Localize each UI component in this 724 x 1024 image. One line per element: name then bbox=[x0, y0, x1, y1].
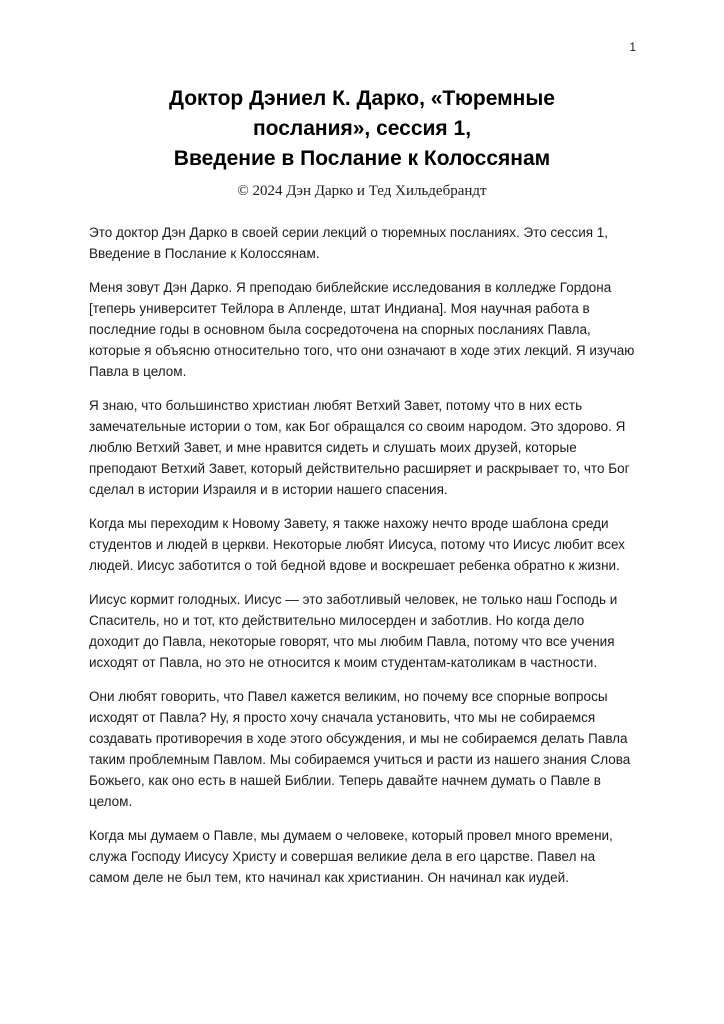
paragraph: Они любят говорить, что Павел кажется великим, но почему все спорные вопросы исходят от Павла? Ну, я просто хочу сначала установить, что мы не собираемся создавать противоречия в ходе этого обсуждения, и мы не собираемся делать Павла таким проблемным Павлом. Мы собираемся учиться и расти из нашего знания Слова Божьего, как оно есть в нашей Библии. Теперь давайте начнем думать о Павле в целом. bbox=[89, 689, 631, 809]
title-line-2: послания», сессия 1, bbox=[252, 117, 472, 140]
paragraph: Когда мы переходим к Новому Завету, я также нахожу нечто вроде шаблона среди студентов и людей в церкви. Некоторые любят Иисуса, потому что Иисус любит всех людей. Иисус заботится о той бедной вдове и воскрешает ребенка обратно к жизни. bbox=[89, 516, 625, 573]
title-line-3: Введение в Послание к Колоссянам bbox=[173, 147, 551, 170]
paragraph: Когда мы думаем о Павле, мы думаем о человеке, который провел много времени, служа Господу Иисусу Христу и совершая великие дела в его царстве. Павел на самом деле не был тем, кто начинал как христианин. Он начинал как иудей. bbox=[89, 828, 613, 885]
paragraph: Меня зовут Дэн Дарко. Я преподаю библейские исследования в колледже Гордона [теперь университет Тейлора в Апленде, штат Индиана]. Моя научная работа в последние годы в основном была сосредоточена на спорных посланиях Павла, которые я объясню относительно того, что они означают в ходе этих лекций. Я изучаю Павла в целом. bbox=[89, 280, 635, 379]
copyright-line: © 2024 Дэн Дарко и Тед Хильдебрандт bbox=[237, 183, 487, 199]
paragraph: Это доктор Дэн Дарко в своей серии лекций о тюремных посланиях. Это сессия 1, Введение в Послание к Колоссянам. bbox=[89, 225, 609, 261]
title-line-1: Доктор Дэниел К. Дарко, «Тюремные bbox=[169, 87, 555, 110]
paragraph: Иисус кормит голодных. Иисус — это заботливый человек, не только наш Господь и Спаситель, но и тот, кто действительно милосерден и заботлив. Но когда дело доходит до Павла, некоторые говорят, что мы любим Павла, потому что все учения исходят от Павла, но это не относится к моим студентам-католикам в частности. bbox=[89, 592, 618, 670]
document-body bbox=[89, 222, 635, 888]
page-number: 1 bbox=[629, 40, 636, 54]
document-content bbox=[89, 84, 635, 901]
document-title bbox=[89, 84, 635, 174]
paragraph: Я знаю, что большинство христиан любят Ветхий Завет, потому что в них есть замечательные истории о том, как Бог обращался со своим народом. Это здорово. Я люблю Ветхий Завет, и мне нравится сидеть и слушать моих друзей, которые преподают Ветхий Завет, который действительно расширяет и раскрывает то, что Бог сделал в истории Израиля и в истории нашего спасения. bbox=[89, 398, 630, 497]
